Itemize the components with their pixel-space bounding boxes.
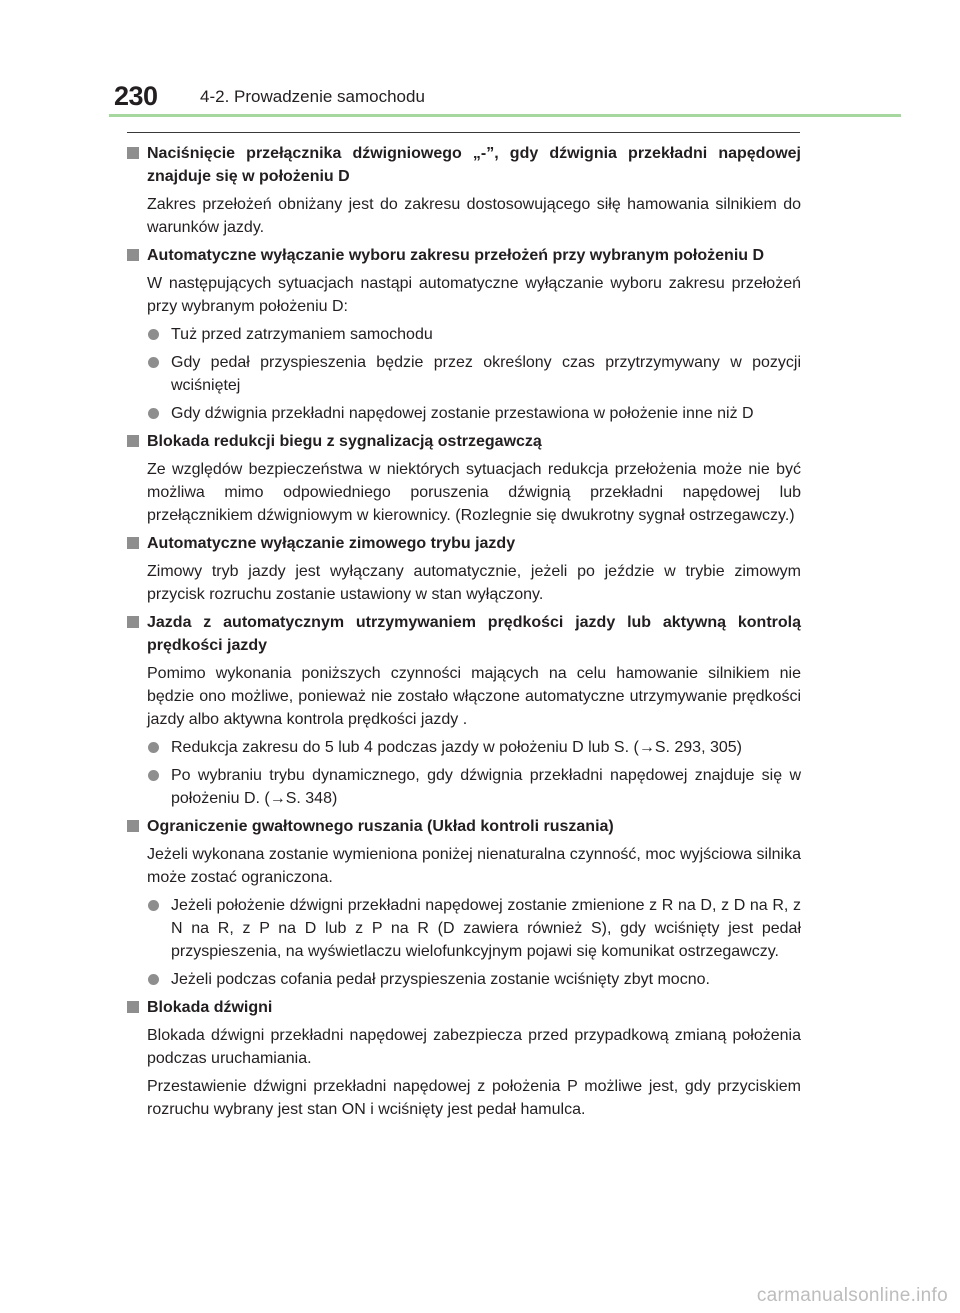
square-bullet-icon [127,616,139,628]
section-heading: Blokada dźwigni [127,996,801,1019]
page-content [127,142,801,1126]
round-bullet-icon [148,742,159,753]
square-bullet-icon [127,249,139,261]
list-item: Gdy dźwignia przekładni napędowej zostanie przestawiona w położenie inne niż D [127,402,801,425]
section-heading: Ograniczenie gwałtownego ruszania (Układ kontroli ruszania) [127,815,801,838]
section [127,244,801,425]
round-bullet-icon [148,974,159,985]
list-item: Tuż przed zatrzymaniem samochodu [127,323,801,346]
round-bullet-icon [148,408,159,419]
list-item: Gdy pedał przyspieszenia będzie przez określony czas przytrzymywany w pozycji wciśniętej [127,351,801,397]
list-item: Jeżeli podczas cofania pedał przyspieszenia zostanie wciśnięty zbyt mocno. [127,968,801,991]
square-bullet-icon [127,820,139,832]
list-item: Po wybraniu trybu dynamicznego, gdy dźwignia przekładni napędowej znajduje się w położeniu D. (→S. 348) [127,764,801,810]
section [127,532,801,606]
round-bullet-icon [148,900,159,911]
square-bullet-icon [127,147,139,159]
paragraph: Blokada dźwigni przekładni napędowej zabezpiecza przed przypadkową zmianą położenia podczas uruchamiania. [147,1027,801,1067]
round-bullet-icon [148,770,159,781]
section-heading: Automatyczne wyłączanie zimowego trybu jazdy [127,532,801,555]
header-divider [109,114,901,117]
square-bullet-icon [127,537,139,549]
page-header [0,0,960,118]
section-heading: Naciśnięcie przełącznika dźwigniowego „-”, gdy dźwignia przekładni napędowej znajduje się w położeniu D [127,142,801,188]
section [127,611,801,810]
section-heading: Jazda z automatycznym utrzymywaniem prędkości jazdy lub aktywną kontrolą prędkości jazdy [127,611,801,657]
content-top-rule [127,132,800,133]
watermark: carmanualsonline.info [756,1285,948,1306]
square-bullet-icon [127,435,139,447]
round-bullet-icon [148,329,159,340]
paragraph: Ze względów bezpieczeństwa w niektórych sytuacjach redukcja przełożenia może nie być możliwa mimo odpowiedniego poruszenia dźwignią przekładni napędowej lub przełącznikiem dźwigniowym w kierownicy. (Rozlegnie się dwukrotny sygnał ostrzegawczy.) [147,461,801,524]
section-title: 4-2. Prowadzenie samochodu [200,87,425,106]
section [127,815,801,991]
list-item: Redukcja zakresu do 5 lub 4 podczas jazdy w położeniu D lub S. (→S. 293, 305) [127,736,801,759]
round-bullet-icon [148,357,159,368]
section-heading: Automatyczne wyłączanie wyboru zakresu przełożeń przy wybranym położeniu D [127,244,801,267]
page-number: 230 [114,81,158,111]
section-heading: Blokada redukcji biegu z sygnalizacją ostrzegawczą [127,430,801,453]
square-bullet-icon [127,1001,139,1013]
list-item: Jeżeli położenie dźwigni przekładni napędowej zostanie zmienione z R na D, z D na R, z N na R, z P na D lub z P na R (D zawiera również S), gdy wciśnięty jest pedał przyspieszenia, na wyświetlaczu wielofunkcyjnym pojawi się komunikat ostrzegawczy. [127,894,801,963]
paragraph: W następujących sytuacjach nastąpi automatyczne wyłączanie wyboru zakresu przełożeń przy wybranym położeniu D: [147,275,801,315]
section [127,430,801,527]
section [127,142,801,239]
paragraph: Zimowy tryb jazdy jest wyłączany automatycznie, jeżeli po jeździe w trybie zimowym przycisk rozruchu zostanie ustawiony w stan wyłączony. [147,563,801,603]
paragraph: Zakres przełożeń obniżany jest do zakresu dostosowującego siłę hamowania silnikiem do warunków jazdy. [147,196,801,236]
paragraph: Pomimo wykonania poniższych czynności mających na celu hamowanie silnikiem nie będzie ono możliwe, ponieważ nie zostało włączone automatyczne utrzymywanie prędkości jazdy albo aktywna kontrola prędkości jazdy . [147,665,801,728]
paragraph: Jeżeli wykonana zostanie wymieniona poniżej nienaturalna czynność, moc wyjściowa silnika może zostać ograniczona. [147,846,801,886]
paragraph: Przestawienie dźwigni przekładni napędowej z położenia P możliwe jest, gdy przyciskiem rozruchu wybrany jest stan ON i wciśnięty jest pedał hamulca. [147,1078,801,1118]
section [127,996,801,1121]
